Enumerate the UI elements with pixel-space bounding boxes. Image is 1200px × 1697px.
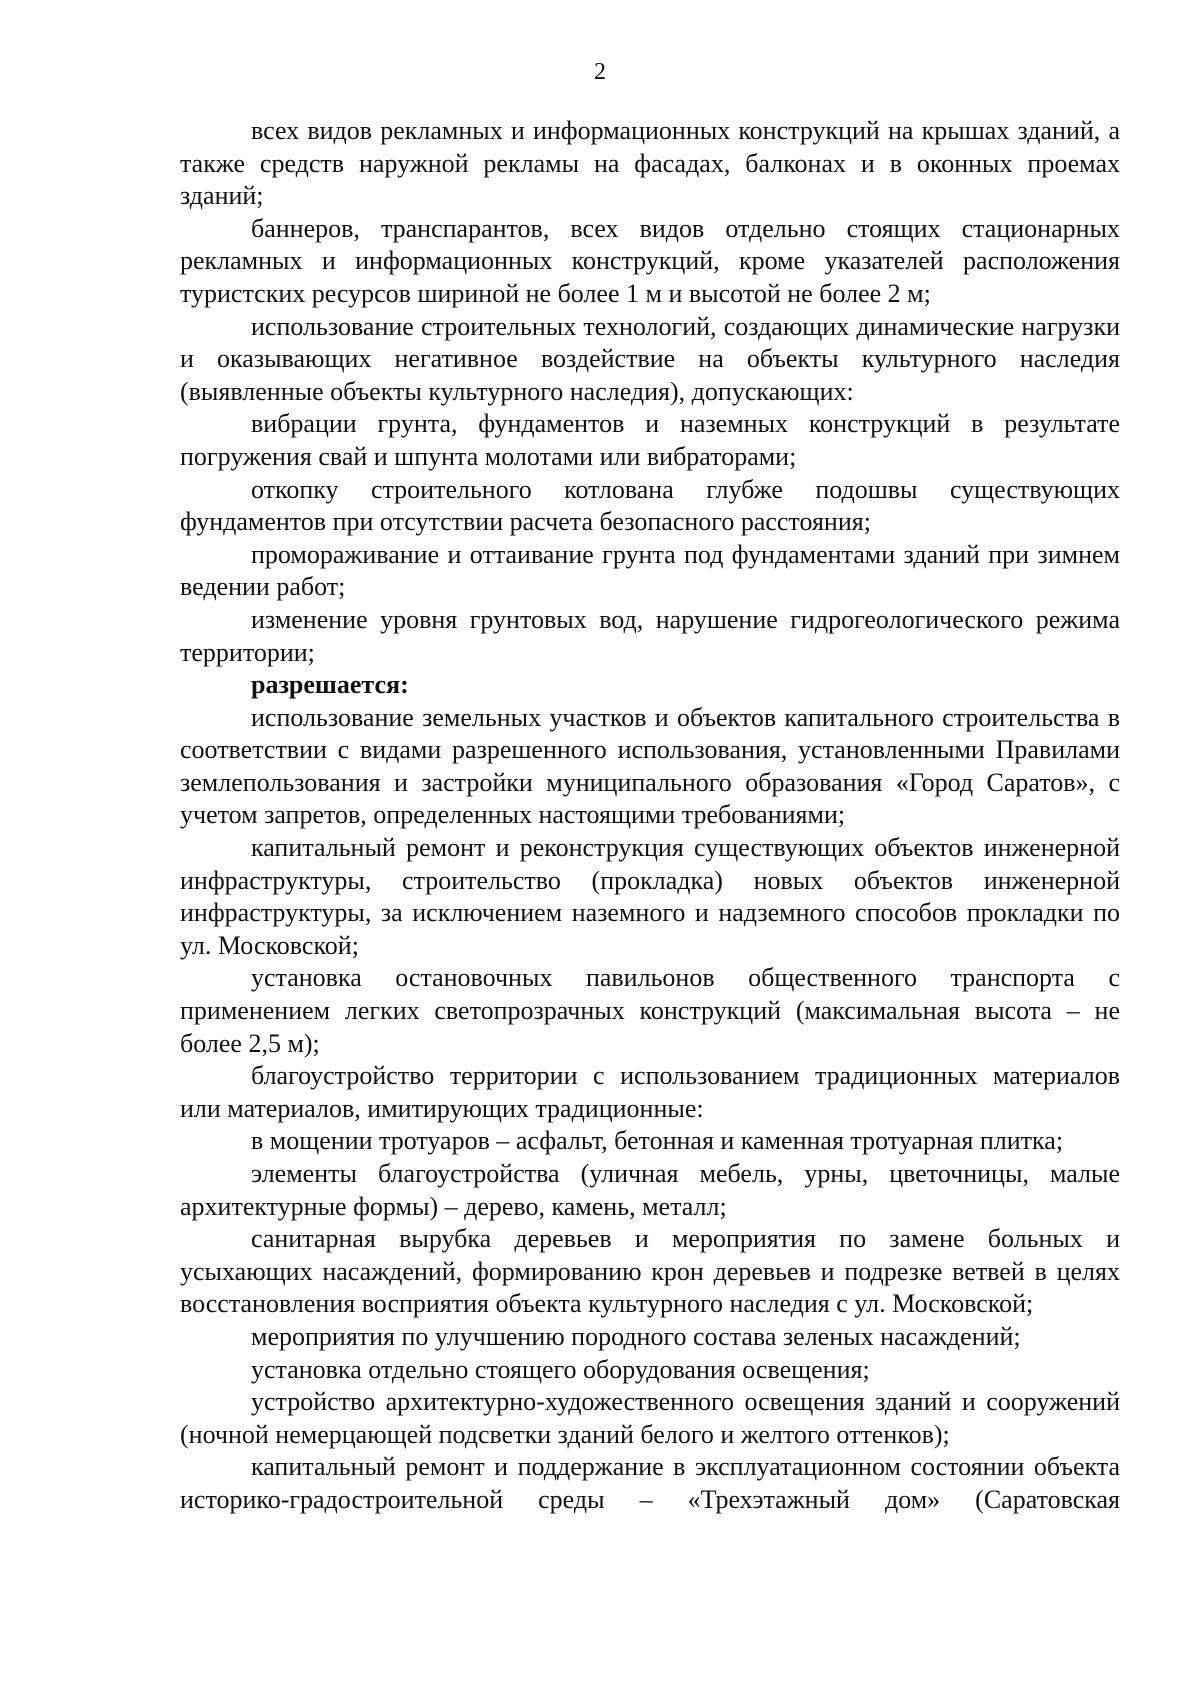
paragraph: установка остановочных павильонов общественного транспорта с применением легких светопрозрачных конструкций (максимальная высота – не более 2,5 м); <box>180 963 1120 1058</box>
paragraph: использование строительных технологий, создающих динамические нагрузки и оказывающих негативное воздействие на объекты культурного наследия (выявленные объекты культурного наследия), допускающих: <box>180 311 1120 406</box>
section-heading: разрешается: <box>251 670 409 700</box>
paragraph: использование земельных участков и объектов капитального строительства в соответствии с видами разрешенного использования, установленными Правилами землепользования и застройки муниципального образования «Город Саратов», с учетом запретов, определенных настоящими требованиями; <box>180 702 1120 830</box>
paragraph: баннеров, транспарантов, всех видов отдельно стоящих стационарных рекламных и информационных конструкций, кроме указателей расположения туристских ресурсов шириной не более 1 м и высотой не более 2 м; <box>180 213 1120 308</box>
paragraph: всех видов рекламных и информационных конструкций на крышах зданий, а также средств наружной рекламы на фасадах, балконах и в оконных проемах зданий; <box>180 116 1120 211</box>
paragraph: капитальный ремонт и реконструкция существующих объектов инженерной инфраструктуры, строительство (прокладка) новых объектов инженерной инфраструктуры, за исключением наземного и надземного способов прокладки по ул. Московской; <box>180 833 1120 960</box>
document-body <box>180 115 1120 1517</box>
paragraph: устройство архитектурно-художественного освещения зданий и сооружений (ночной немерцающей подсветки зданий белого и желтого оттенков); <box>180 1387 1120 1449</box>
paragraph: элементы благоустройства (уличная мебель, урны, цветочницы, малые архитектурные формы) – дерево, камень, металл; <box>180 1159 1120 1221</box>
paragraph: мероприятия по улучшению породного состава зеленых насаждений; <box>251 1321 1021 1351</box>
paragraph: капитальный ремонт и поддержание в эксплуатационном состоянии объекта историко-градостроительной среды – «Трехэтажный дом» (Саратовская <box>180 1452 1120 1514</box>
page-number: 2 <box>594 59 606 85</box>
paragraph: изменение уровня грунтовых вод, нарушение гидрогеологического режима территории; <box>180 604 1120 667</box>
paragraph: откопку строительного котлована глубже подошвы существующих фундаментов при отсутствии расчета безопасного расстояния; <box>180 474 1120 537</box>
paragraph: в мощении тротуаров – асфальт, бетонная и каменная тротуарная плитка; <box>251 1126 1064 1156</box>
paragraph: санитарная вырубка деревьев и мероприятия по замене больных и усыхающих насаждений, формированию крон деревьев и подрезке ветвей в целях восстановления восприятия объекта культурного наследия с ул. Московской; <box>180 1224 1120 1319</box>
paragraph: установка отдельно стоящего оборудования освещения; <box>251 1354 870 1384</box>
paragraph: промораживание и оттаивание грунта под фундаментами зданий при зимнем ведении работ; <box>180 539 1120 602</box>
paragraph: вибрации грунта, фундаментов и наземных конструкций в результате погружения свай и шпунта молотами или вибраторами; <box>180 409 1120 471</box>
paragraph: благоустройство территории с использованием традиционных материалов или материалов, имитирующих традиционные: <box>180 1061 1120 1123</box>
